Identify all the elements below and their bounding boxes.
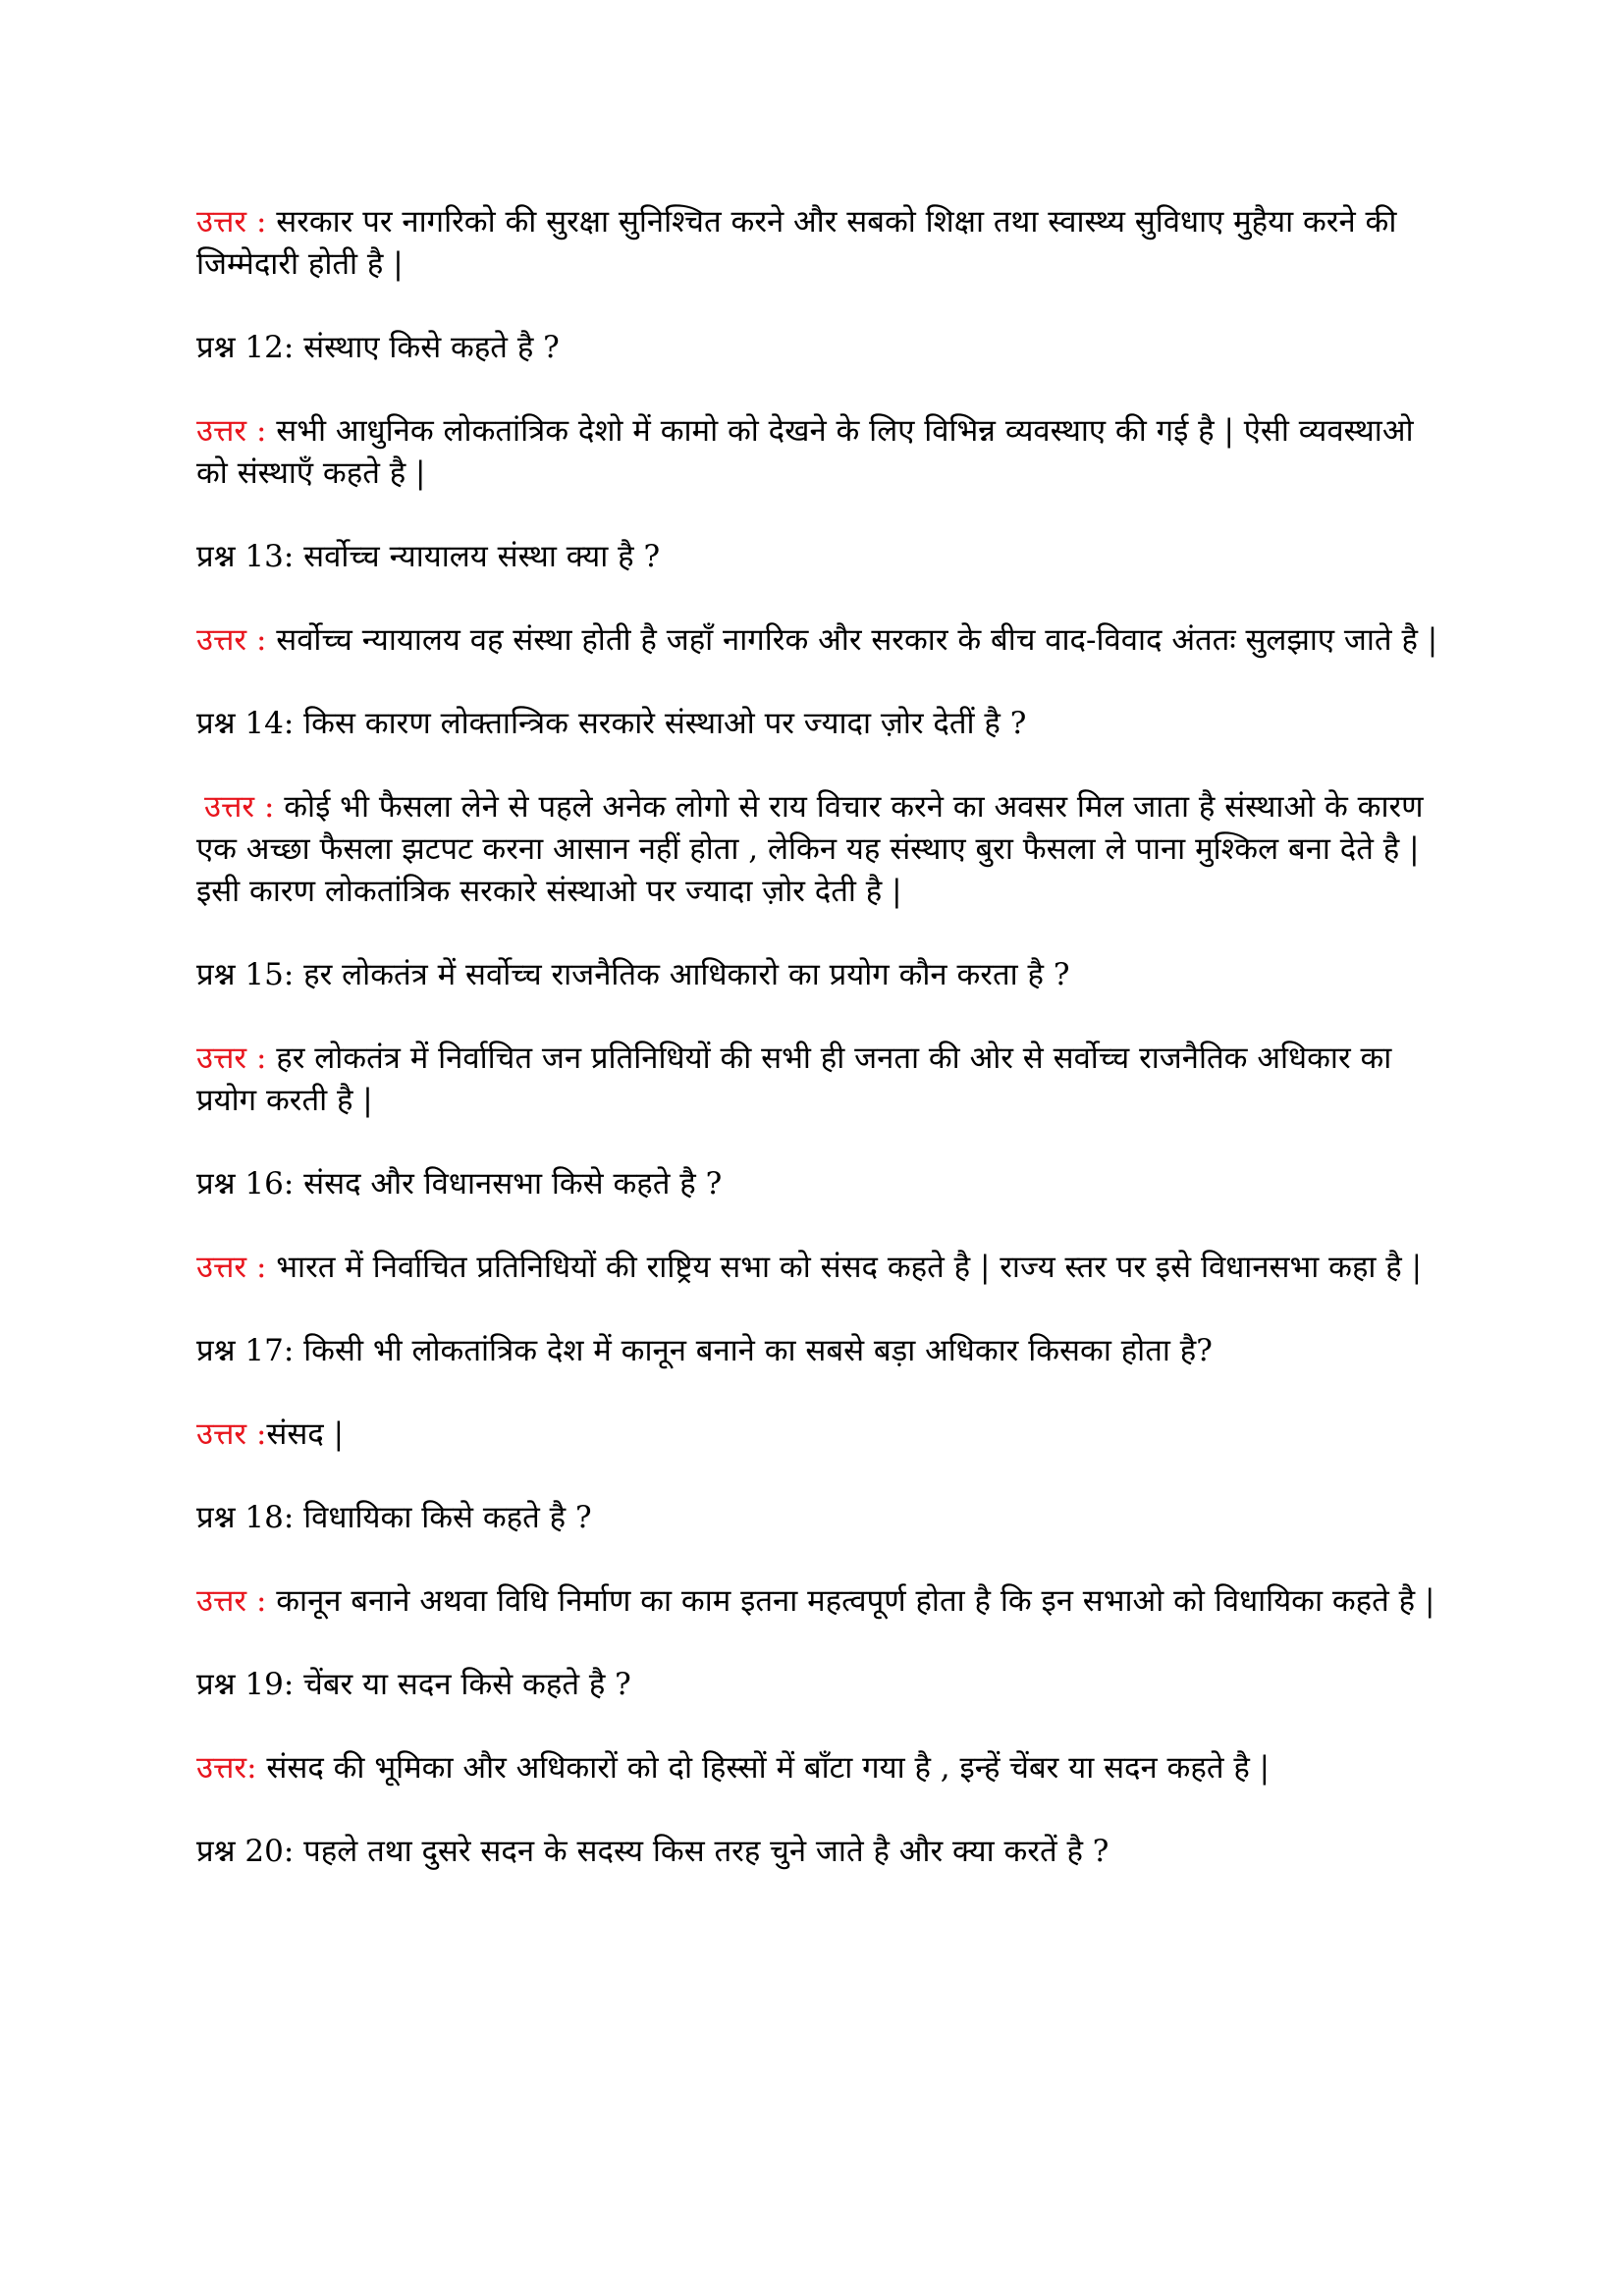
answer-16 — [196, 1247, 1453, 1289]
question-14: प्रश्न 14: किस कारण लोक्तान्त्रिक सरकारे संस्थाओ पर ज्यादा ज़ोर देतीं है ? — [196, 706, 1027, 741]
answer-text: सभी आधुनिक लोकतांत्रिक देशो में कामो को देखने के लिए विभिन्न व्यवस्थाए की गई है | ऐसी व्यवस्थाओ को संस्थाएँ कहते है | — [196, 413, 1414, 491]
question-15: प्रश्न 15: हर लोकतंत्र में सर्वोच्च राजनैतिक आधिकारो का प्रयोग कौन करता है ? — [196, 957, 1070, 992]
question-20: प्रश्न 20: पहले तथा दुसरे सदन के सदस्य किस तरह चुने जाते है और क्या करतें है ? — [196, 1834, 1109, 1869]
question-13: प्रश्न 13: सर्वोच्च न्यायालय संस्था क्या है ? — [196, 539, 661, 574]
answer-label: उत्तर : — [196, 1583, 267, 1619]
question-18: प्रश्न 18: विधायिका किसे कहते है ? — [196, 1500, 592, 1535]
answer-label: उत्तर : — [196, 204, 267, 240]
answer-text: सर्वोच्च न्यायालय वह संस्था होती है जहाँ नागरिक और सरकार के बीच वाद-विवाद अंततः सुलझाए जाते है | — [266, 622, 1438, 658]
answer-label: उत्तर : — [196, 1041, 267, 1076]
answer-text: संसद की भूमिका और अधिकारों को दो हिस्सों में बाँटा गया है , इन्हें चेंबर या सदन कहते है | — [256, 1750, 1271, 1786]
answer-19 — [196, 1747, 1453, 1789]
answer-18 — [196, 1580, 1453, 1623]
answer-label: उत्तर : — [196, 1250, 267, 1285]
answer-12 — [196, 410, 1453, 495]
answer-14 — [196, 786, 1453, 913]
question-19: प्रश्न 19: चेंबर या सदन किसे कहते है ? — [196, 1667, 631, 1702]
question-12: प्रश्न 12: संस्थाए किसे कहते है ? — [196, 330, 560, 365]
answer-label: उत्तर : — [196, 1416, 267, 1452]
answer-text: हर लोकतंत्र में निर्वाचित जन प्रतिनिधियों की सभी ही जनता की ओर से सर्वोच्च राजनैतिक अधिकार का प्रयोग करती है | — [196, 1041, 1392, 1118]
answer-label: उत्तर : — [196, 413, 267, 449]
answer-label: उत्तर : — [196, 622, 267, 658]
question-17: प्रश्न 17: किसी भी लोकतांत्रिक देश में कानून बनाने का सबसे बड़ा अधिकार किसका होता है? — [196, 1333, 1213, 1368]
answer-text: सरकार पर नागरिको की सुरक्षा सुनिश्चित करने और सबको शिक्षा तथा स्वास्थ्य सुविधाए मुहैया करने की जिम्मेदारी होती है | — [196, 204, 1397, 282]
answer-text: कोई भी फैसला लेने से पहले अनेक लोगो से राय विचार करने का अवसर मिल जाता है संस्थाओ के कारण एक अच्छा फैसला झटपट करना आसान नहीं होता , लेकिन यह संस्थाए बुरा फैसला ले पाना मुश्किल बना देते है | इसी कारण लोकतांत्रिक सरकारे संस्थाओ पर ज्यादा ज़ोर देती है | — [196, 789, 1424, 909]
answer-13 — [196, 619, 1453, 662]
answer-text: कानून बनाने अथवा विधि निर्माण का काम इतना महत्वपूर्ण होता है कि इन सभाओ को विधायिका कहते है | — [266, 1583, 1435, 1619]
answer-11 — [196, 201, 1453, 286]
answer-text: भारत में निर्वाचित प्रतिनिधियों की राष्ट्रिय सभा को संसद कहते है | राज्य स्तर पर इसे विधानसभा कहा है | — [266, 1250, 1423, 1285]
answer-15 — [196, 1038, 1453, 1122]
answer-17 — [196, 1414, 1453, 1456]
question-16: प्रश्न 16: संसद और विधानसभा किसे कहते है ? — [196, 1166, 723, 1201]
answer-label: उत्तर : — [204, 789, 275, 825]
answer-label: उत्तर: — [196, 1750, 257, 1786]
document-page — [196, 201, 1453, 1914]
answer-text: संसद | — [266, 1416, 345, 1452]
